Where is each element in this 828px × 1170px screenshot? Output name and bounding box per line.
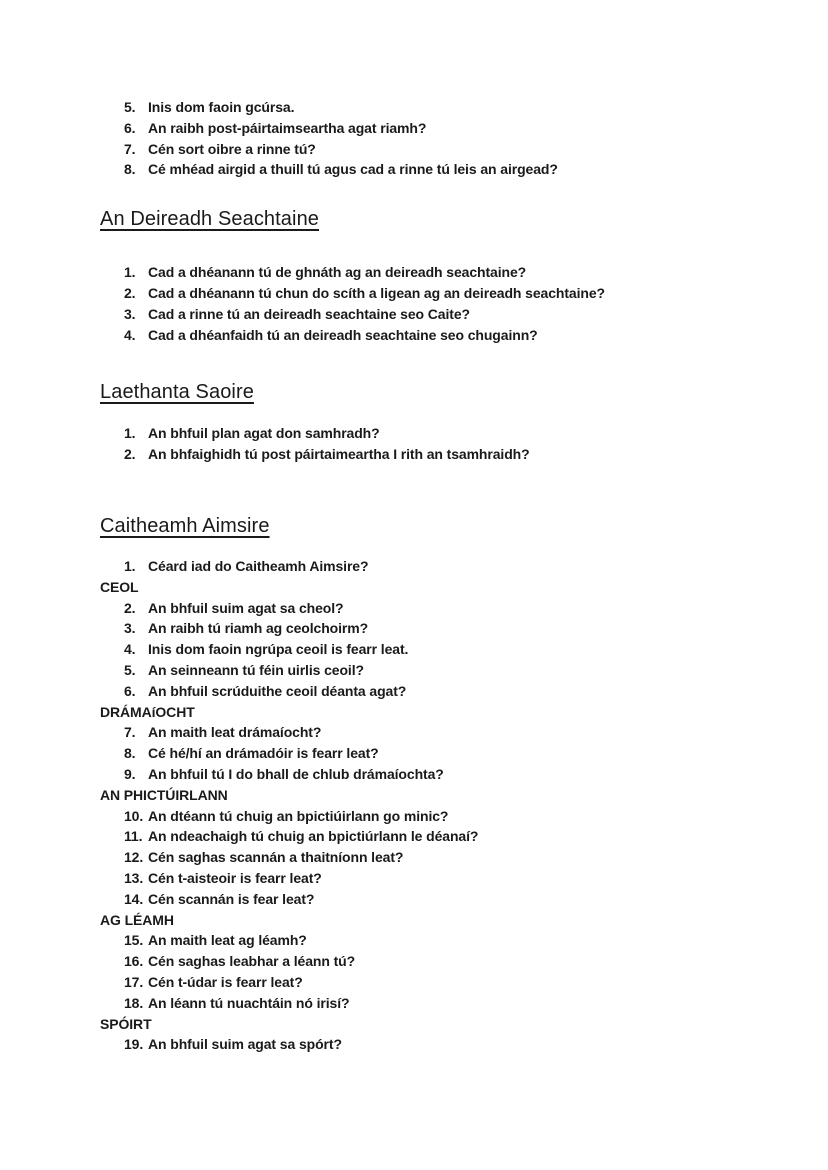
list-item — [100, 139, 768, 160]
list-item — [100, 639, 768, 660]
list-item — [100, 993, 768, 1014]
list-item — [100, 97, 768, 118]
category-label: SPÓIRT — [100, 1015, 152, 1032]
list-item — [100, 159, 768, 180]
list-item-text: Cé hé/hí an drámadóir is fearr leat? — [148, 745, 379, 762]
list-item-text: Cé mhéad airgid a thuill tú agus cad a rinne tú leis an airgead? — [148, 161, 558, 178]
list-item-text: An maith leat drámaíocht? — [148, 724, 322, 741]
list-item — [100, 618, 768, 639]
section-heading: Laethanta Saoire — [100, 381, 254, 404]
list-item-number: 2. — [124, 284, 136, 301]
question-list — [100, 556, 768, 1055]
list-item-text: An bhfuil scrúduithe ceoil déanta agat? — [148, 682, 407, 699]
list-item-text: Cad a dhéanann tú de ghnáth ag an deireadh seachtaine? — [148, 264, 527, 281]
list-item-number: 5. — [124, 99, 136, 115]
list-item — [100, 423, 768, 444]
list-item-number: 18. — [124, 994, 144, 1011]
list-item-number: 19. — [124, 1036, 144, 1053]
list-item — [100, 325, 768, 346]
list-item — [100, 283, 768, 304]
section-heading: An Deireadh Seachtaine — [100, 208, 320, 231]
list-item-number: 8. — [124, 745, 136, 762]
list-item-text: Cén t-aisteoir is fearr leat? — [148, 869, 322, 886]
list-item-text: Céard iad do Caitheamh Aimsire? — [148, 557, 369, 574]
list-item — [100, 444, 768, 465]
list-item — [100, 660, 768, 681]
list-item-number: 11. — [124, 828, 143, 845]
list-item-number: 2. — [124, 446, 136, 463]
list-item-text: Cén t-údar is fearr leat? — [148, 973, 303, 990]
list-item-number: 13. — [124, 869, 144, 886]
list-item — [100, 951, 768, 972]
list-item-text: Cén sort oibre a rinne tú? — [148, 140, 316, 157]
list-item-text: An bhfaighidh tú post páirtaimeartha I rith an tsamhraidh? — [148, 446, 530, 463]
list-item-number: 14. — [124, 890, 144, 907]
list-item-number: 6. — [124, 119, 136, 136]
list-item-number: 1. — [124, 557, 136, 574]
list-item-number: 1. — [124, 264, 136, 281]
list-item-number: 2. — [124, 599, 136, 616]
list-item-text: An léann tú nuachtáin nó irisí? — [148, 994, 350, 1011]
list-item-number: 5. — [124, 661, 136, 678]
category-label: AN PHICTÚIRLANN — [100, 786, 228, 803]
list-item — [100, 806, 768, 827]
list-item-text: An seinneann tú féin uirlis ceoil? — [148, 661, 364, 678]
list-item — [100, 681, 768, 702]
list-item-text: Inis dom faoin ngrúpa ceoil is fearr leat. — [148, 641, 409, 658]
list-item-number: 15. — [124, 932, 144, 949]
list-item-number: 7. — [124, 140, 136, 157]
list-item-number: 4. — [124, 326, 136, 343]
list-item-number: 4. — [124, 641, 136, 658]
list-item-text: Cad a rinne tú an deireadh seachtaine seo Caite? — [148, 305, 470, 322]
list-item-text: Inis dom faoin gcúrsa. — [148, 99, 295, 115]
list-item-text: Cén saghas scannán a thaitníonn leat? — [148, 849, 404, 866]
list-item — [100, 930, 768, 951]
list-item-text: Cén saghas leabhar a léann tú? — [148, 953, 356, 970]
category-label: AG LÉAMH — [100, 911, 174, 928]
category-label: CEOL — [100, 578, 139, 595]
list-item-number: 1. — [124, 425, 136, 442]
list-item-text: Cad a dhéanann tú chun do scíth a ligean ag an deireadh seachtaine? — [148, 284, 605, 301]
list-item-number: 10. — [124, 807, 144, 824]
list-item-text: An raibh tú riamh ag ceolchoirm? — [148, 620, 369, 637]
list-item-text: An maith leat ag léamh? — [148, 932, 307, 949]
question-list — [100, 423, 768, 465]
list-item-number: 3. — [124, 620, 136, 637]
list-item — [100, 262, 768, 283]
list-item-text: An bhfuil suim agat sa spórt? — [148, 1036, 342, 1053]
category-label: DRÁMAíOCHT — [100, 703, 195, 720]
list-item — [100, 304, 768, 325]
list-item — [100, 598, 768, 619]
list-item-number: 6. — [124, 682, 136, 699]
list-item-number: 7. — [124, 724, 136, 741]
question-list — [100, 97, 768, 180]
list-item — [100, 972, 768, 993]
list-item-number: 9. — [124, 765, 136, 782]
question-list — [100, 262, 768, 345]
list-item-number: 17. — [124, 973, 144, 990]
list-item-text: An bhfuil tú I do bhall de chlub drámaíochta? — [148, 765, 444, 782]
list-item-text: An ndeachaigh tú chuig an bpictiúrlann le déanaí? — [148, 828, 479, 845]
list-item — [100, 1034, 768, 1055]
list-item-text: An bhfuil plan agat don samhradh? — [148, 425, 380, 442]
list-item-number: 16. — [124, 953, 144, 970]
list-item — [100, 826, 768, 847]
document-body — [100, 97, 768, 1055]
list-item-number: 8. — [124, 161, 136, 178]
list-item-text: Cén scannán is fear leat? — [148, 890, 315, 907]
section-heading: Caitheamh Aimsire — [100, 514, 270, 537]
list-item — [100, 722, 768, 743]
list-item-number: 12. — [124, 849, 144, 866]
list-item — [100, 764, 768, 785]
list-item-text: An dtéann tú chuig an bpictiúirlann go minic? — [148, 807, 449, 824]
list-item — [100, 868, 768, 889]
list-item — [100, 118, 768, 139]
list-item — [100, 847, 768, 868]
list-item — [100, 743, 768, 764]
list-item-text: Cad a dhéanfaidh tú an deireadh seachtaine seo chugainn? — [148, 326, 538, 343]
list-item — [100, 556, 768, 577]
list-item-number: 3. — [124, 305, 136, 322]
list-item — [100, 889, 768, 910]
list-item-text: An bhfuil suim agat sa cheol? — [148, 599, 344, 616]
list-item-text: An raibh post-páirtaimseartha agat riamh? — [148, 119, 427, 136]
